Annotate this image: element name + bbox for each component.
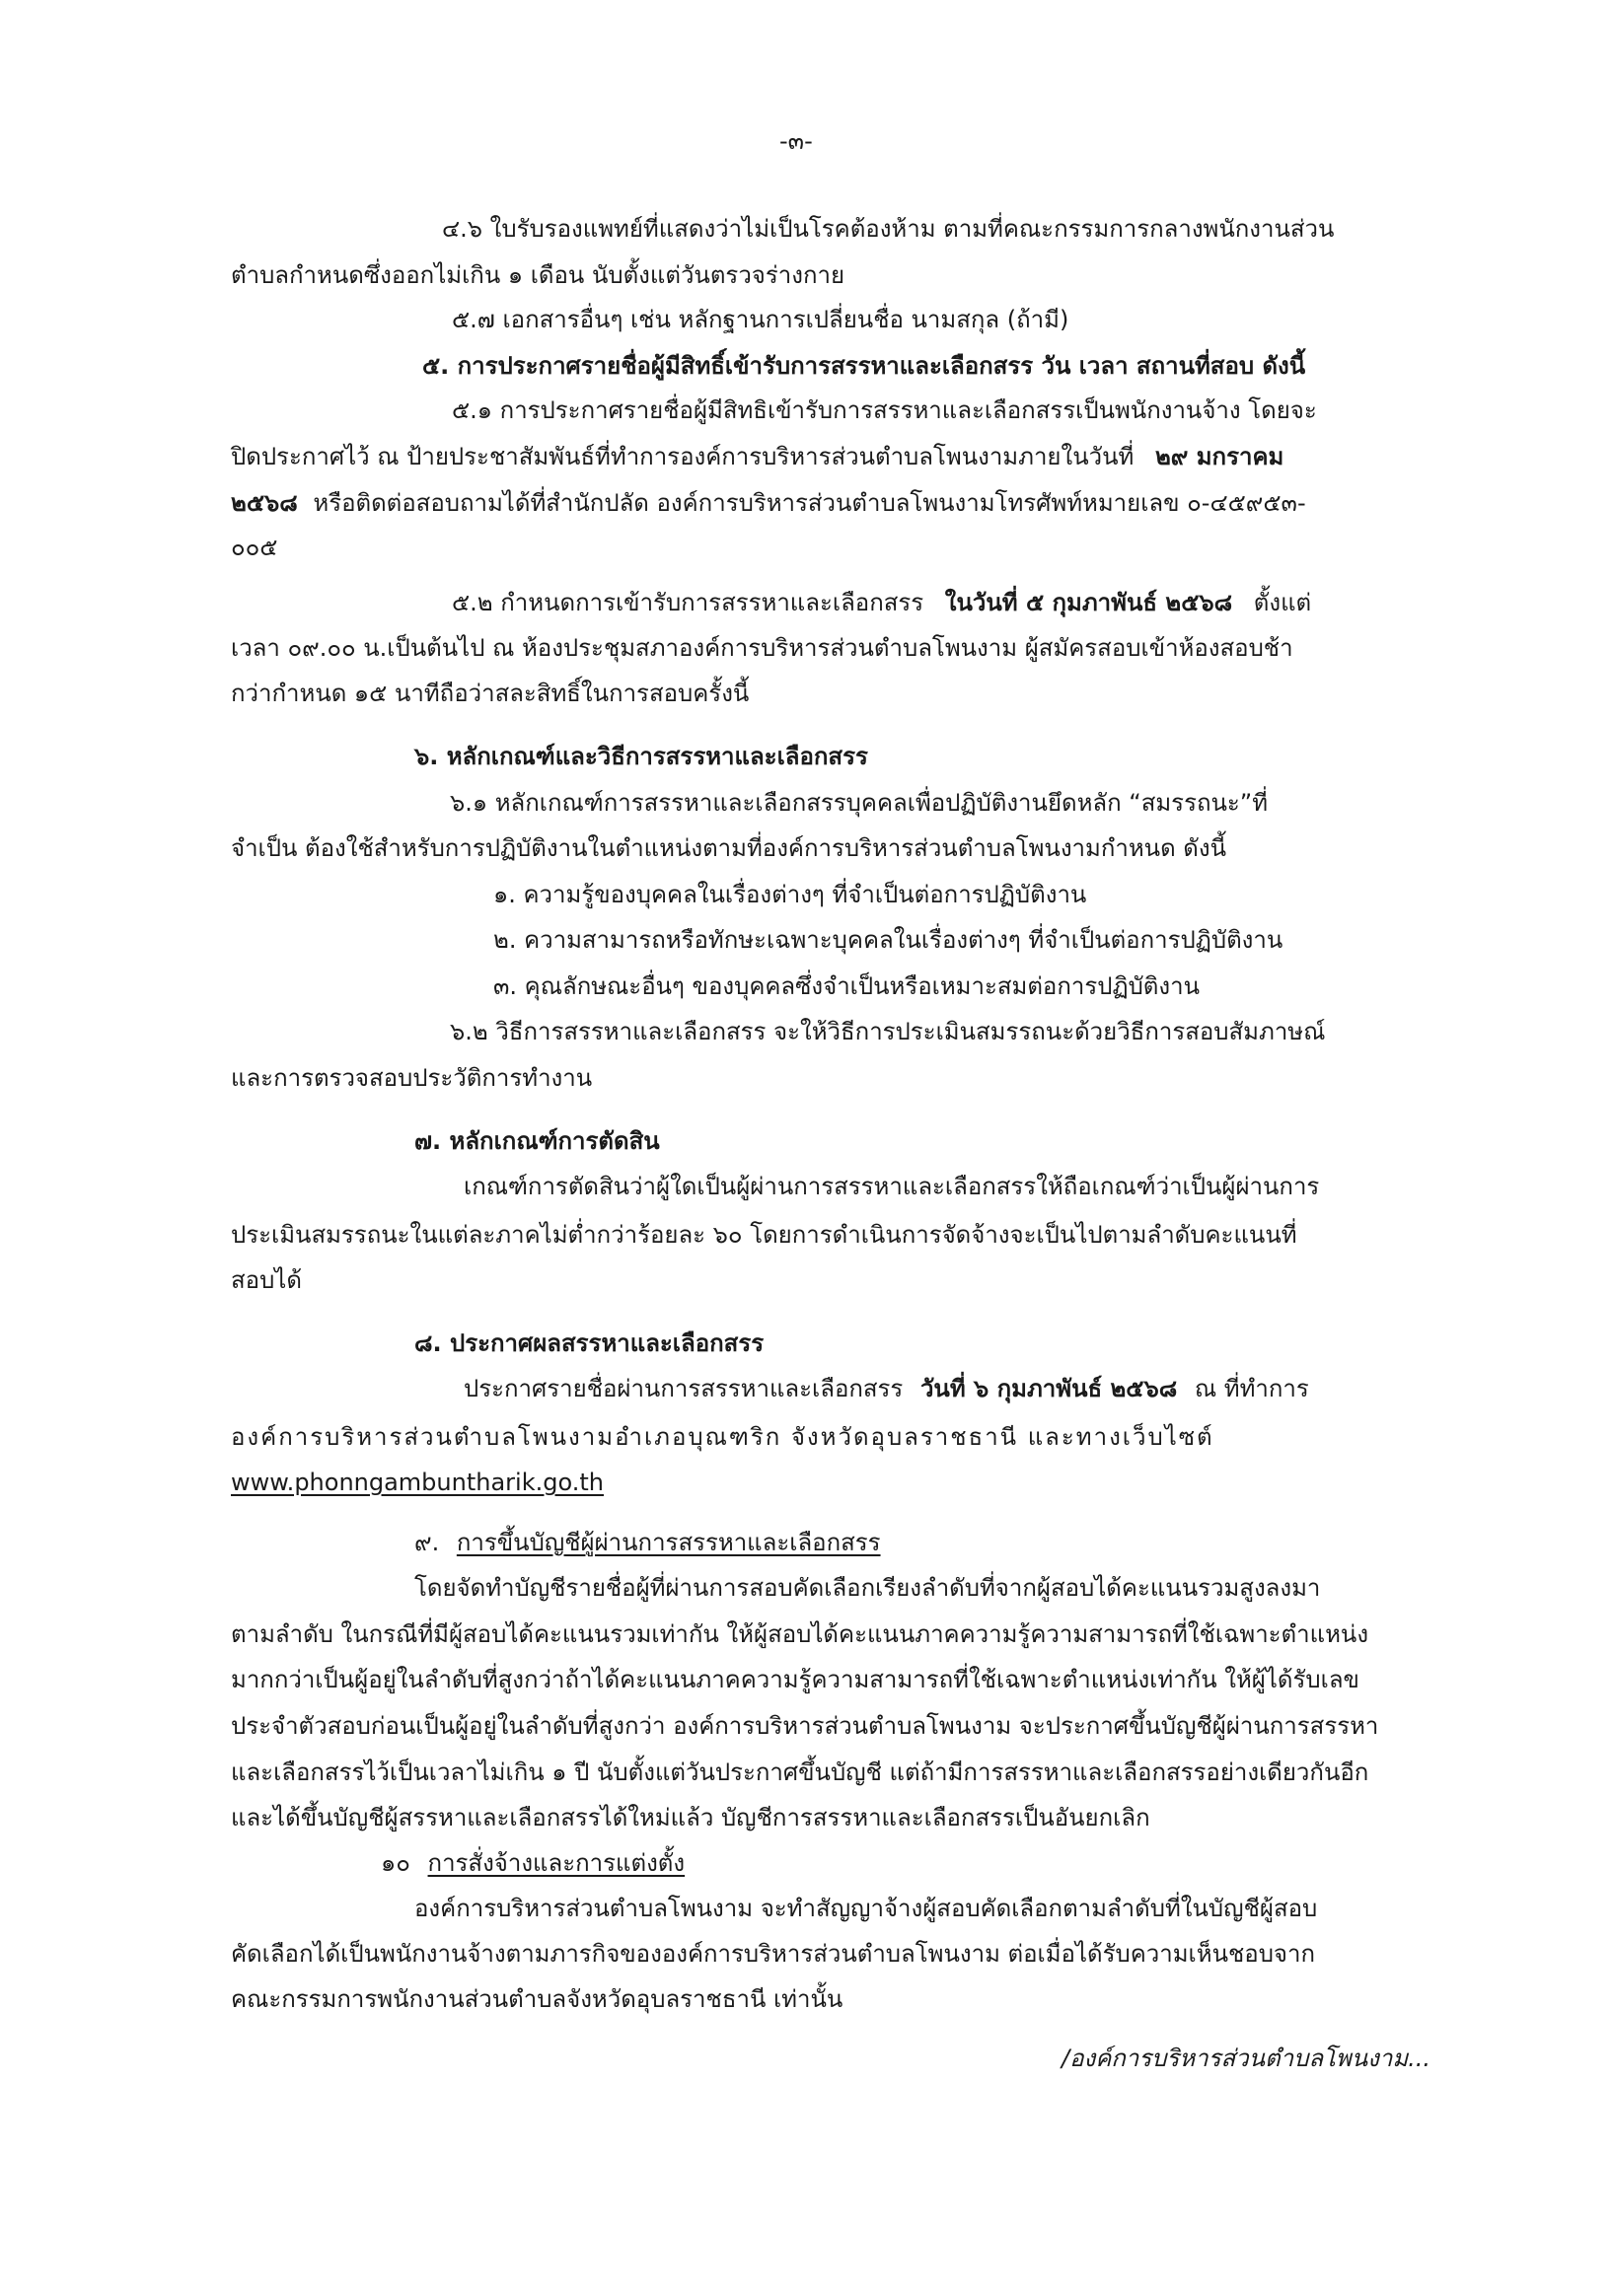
section-8-heading: ๘. ประกาศผลสรรหาและเลือกสรร <box>414 1329 765 1357</box>
section-8-date: วันที่ ๖ กุมภาพันธ์ ๒๕๖๘ <box>919 1375 1178 1402</box>
item-5-2-line-2: เวลา ๐๙.๐๐ น.เป็นต้นไป ณ ห้องประชุมสภาองค์การบริหารส่วนตำบลโพนงาม ผู้สมัครสอบเข้าห้องสอบช้า <box>231 634 1293 662</box>
page-number: -๓- <box>779 127 813 155</box>
section-8-line-1 <box>464 1372 1309 1405</box>
item-6-2-line-1: ๖.๒ วิธีการสรรหาและเลือกสรร จะให้วิธีการประเมินสมรรถนะด้วยวิธีการสอบสัมภาษณ์ <box>450 1018 1326 1045</box>
section-9-line-1: โดยจัดทำบัญชีรายชื่อผู้ที่ผ่านการสอบคัดเลือกเรียงลำดับที่จากผู้สอบได้คะแนนรวมสูงลงมา <box>414 1574 1321 1602</box>
item-5-2-tail: ตั้งแต่ <box>1253 589 1312 616</box>
item-6-1-sub-3: ๓. คุณลักษณะอื่นๆ ของบุคคลซึ่งจำเป็นหรือเหมาะสมต่อการปฏิบัติงาน <box>493 972 1200 1000</box>
section-5-heading: ๕. การประกาศรายชื่อผู้มีสิทธิ์เข้ารับการสรรหาและเลือกสรร วัน เวลา สถานที่สอบ ดังนี้ <box>422 352 1306 380</box>
item-5-1-line-2-text: ปิดประกาศไว้ ณ ป้ายประชาสัมพันธ์ที่ทำการองค์การบริหารส่วนตำบลโพนงามภายในวันที่ <box>231 443 1135 470</box>
section-9-title: การขึ้นบัญชีผู้ผ่านการสรรหาและเลือกสรร <box>456 1529 881 1556</box>
item-4-6-line-1: ๔.๖ ใบรับรองแพทย์ที่แสดงว่าไม่เป็นโรคต้องห้าม ตามที่คณะกรรมการกลางพนักงานส่วน <box>442 215 1335 243</box>
section-9-number: ๙. <box>414 1529 440 1556</box>
section-6-heading: ๖. หลักเกณฑ์และวิธีการสรรหาและเลือกสรร <box>414 743 868 770</box>
item-5-2-line-1 <box>452 586 1311 619</box>
section-9-line-4: ประจำตัวสอบก่อนเป็นผู้อยู่ในลำดับที่สูงกว่า องค์การบริหารส่วนตำบลโพนงาม จะประกาศขึ้นบัญชีผู้ผ่านการสรรหา <box>231 1712 1379 1740</box>
section-7-line-1: เกณฑ์การตัดสินว่าผู้ใดเป็นผู้ผ่านการสรรหาและเลือกสรรให้ถือเกณฑ์ว่าเป็นผู้ผ่านการ <box>464 1173 1320 1200</box>
item-5-1-line-1: ๕.๑ การประกาศรายชื่อผู้มีสิทธิเข้ารับการสรรหาและเลือกสรรเป็นพนักงานจ้าง โดยจะ <box>452 396 1317 424</box>
item-6-1-sub-2: ๒. ความสามารถหรือทักษะเฉพาะบุคคลในเรื่องต่างๆ ที่จำเป็นต่อการปฏิบัติงาน <box>493 926 1283 954</box>
section-7-heading: ๗. หลักเกณฑ์การตัดสิน <box>414 1127 660 1155</box>
section-10-title: การสั่งจ้างและการแต่งตั้ง <box>427 1849 686 1877</box>
website-link[interactable]: www.phonngambuntharik.go.th <box>231 1469 604 1496</box>
item-4-6-line-2: ตำบลกำหนดซึ่งออกไม่เกิน ๑ เดือน นับตั้งแต่วันตรวจร่างกาย <box>231 261 845 289</box>
section-8-line-2: องค์การบริหารส่วนตำบลโพนงามอำเภอบุณฑริก จังหวัดอุบลราชธานี และทางเว็บไซต์ <box>231 1423 1214 1451</box>
section-7-line-3: สอบได้ <box>231 1266 302 1294</box>
section-9-line-2: ตามลำดับ ในกรณีที่มีผู้สอบได้คะแนนรวมเท่ากัน ให้ผู้สอบได้คะแนนภาคความรู้ความสามารถที่ใช้เฉพาะตำแหน่ง <box>231 1620 1369 1648</box>
section-8-text: ประกาศรายชื่อผ่านการสรรหาและเลือกสรร <box>464 1375 904 1402</box>
item-5-7: ๕.๗ เอกสารอื่นๆ เช่น หลักฐานการเปลี่ยนชื่อ นามสกุล (ถ้ามี) <box>452 306 1069 333</box>
item-5-2-date: ในวันที่ ๕ กุมภาพันธ์ ๒๕๖๘ <box>944 589 1233 616</box>
section-10-line-2: คัดเลือกได้เป็นพนักงานจ้างตามภารกิจขององค์การบริหารส่วนตำบลโพนงาม ต่อเมื่อได้รับความเห็นชอบจาก <box>231 1940 1315 1968</box>
item-5-2-line-3: กว่ากำหนด ๑๕ นาทีถือว่าสละสิทธิ์ในการสอบครั้งนี้ <box>231 680 750 707</box>
item-6-1-sub-1: ๑. ความรู้ของบุคคลในเรื่องต่างๆ ที่จำเป็นต่อการปฏิบัติงาน <box>493 881 1087 908</box>
item-5-1-year: ๒๕๖๘ <box>231 489 298 517</box>
section-7-line-2: ประเมินสมรรถนะในแต่ละภาคไม่ต่ำกว่าร้อยละ ๖๐ โดยการดำเนินการจัดจ้างจะเป็นไปตามลำดับคะแนนที่ <box>231 1221 1297 1249</box>
item-5-1-line-3-text: หรือติดต่อสอบถามได้ที่สำนักปลัด องค์การบริหารส่วนตำบลโพนงามโทรศัพท์หมายเลข ๐-๔๕๙๕๓- <box>313 489 1306 517</box>
section-10-line-3: คณะกรรมการพนักงานส่วนตำบลจังหวัดอุบลราชธานี เท่านั้น <box>231 1985 843 2013</box>
item-6-1-line-1: ๖.๑ หลักเกณฑ์การสรรหาและเลือกสรรบุคคลเพื่อปฏิบัติงานยึดหลัก “สมรรถนะ”ที่ <box>450 789 1269 817</box>
section-8-tail: ณ ที่ทำการ <box>1194 1375 1309 1402</box>
item-5-1-line-4: ๐๐๕ <box>231 534 278 561</box>
item-5-1-line-2 <box>231 440 1283 473</box>
continuation-text: /องค์การบริหารส่วนตำบลโพนงาม... <box>1062 2045 1431 2072</box>
item-5-2-text: ๕.๒ กำหนดการเข้ารับการสรรหาและเลือกสรร <box>452 589 924 616</box>
section-10-heading <box>381 1846 685 1880</box>
item-5-1-date: ๒๙ มกราคม <box>1154 443 1284 470</box>
section-9-heading <box>414 1526 881 1559</box>
item-6-1-line-2: จำเป็น ต้องใช้สำหรับการปฏิบัติงานในตำแหน่งตามที่องค์การบริหารส่วนตำบลโพนงามกำหนด ดังนี้ <box>231 834 1227 862</box>
section-10-line-1: องค์การบริหารส่วนตำบลโพนงาม จะทำสัญญาจ้างผู้สอบคัดเลือกตามลำดับที่ในบัญชีผู้สอบ <box>414 1895 1318 1922</box>
section-10-number: ๑๐ <box>381 1849 410 1877</box>
section-9-line-3: มากกว่าเป็นผู้อยู่ในลำดับที่สูงกว่าถ้าได้คะแนนภาคความรู้ความสามารถที่ใช้เฉพาะตำแหน่งเท่ากัน ให้ผู้ได้รับเลข <box>231 1666 1359 1693</box>
item-6-2-line-2: และการตรวจสอบประวัติการทำงาน <box>231 1064 593 1092</box>
section-9-line-6: และได้ขึ้นบัญชีผู้สรรหาและเลือกสรรได้ใหม่แล้ว บัญชีการสรรหาและเลือกสรรเป็นอันยกเลิก <box>231 1804 1150 1831</box>
section-9-line-5: และเลือกสรรไว้เป็นเวลาไม่เกิน ๑ ปี นับตั้งแต่วันประกาศขึ้นบัญชี แต่ถ้ามีการสรรหาและเลือกสรรอย่างเดียวกันอีก <box>231 1758 1369 1786</box>
item-5-1-line-3 <box>231 486 1306 520</box>
